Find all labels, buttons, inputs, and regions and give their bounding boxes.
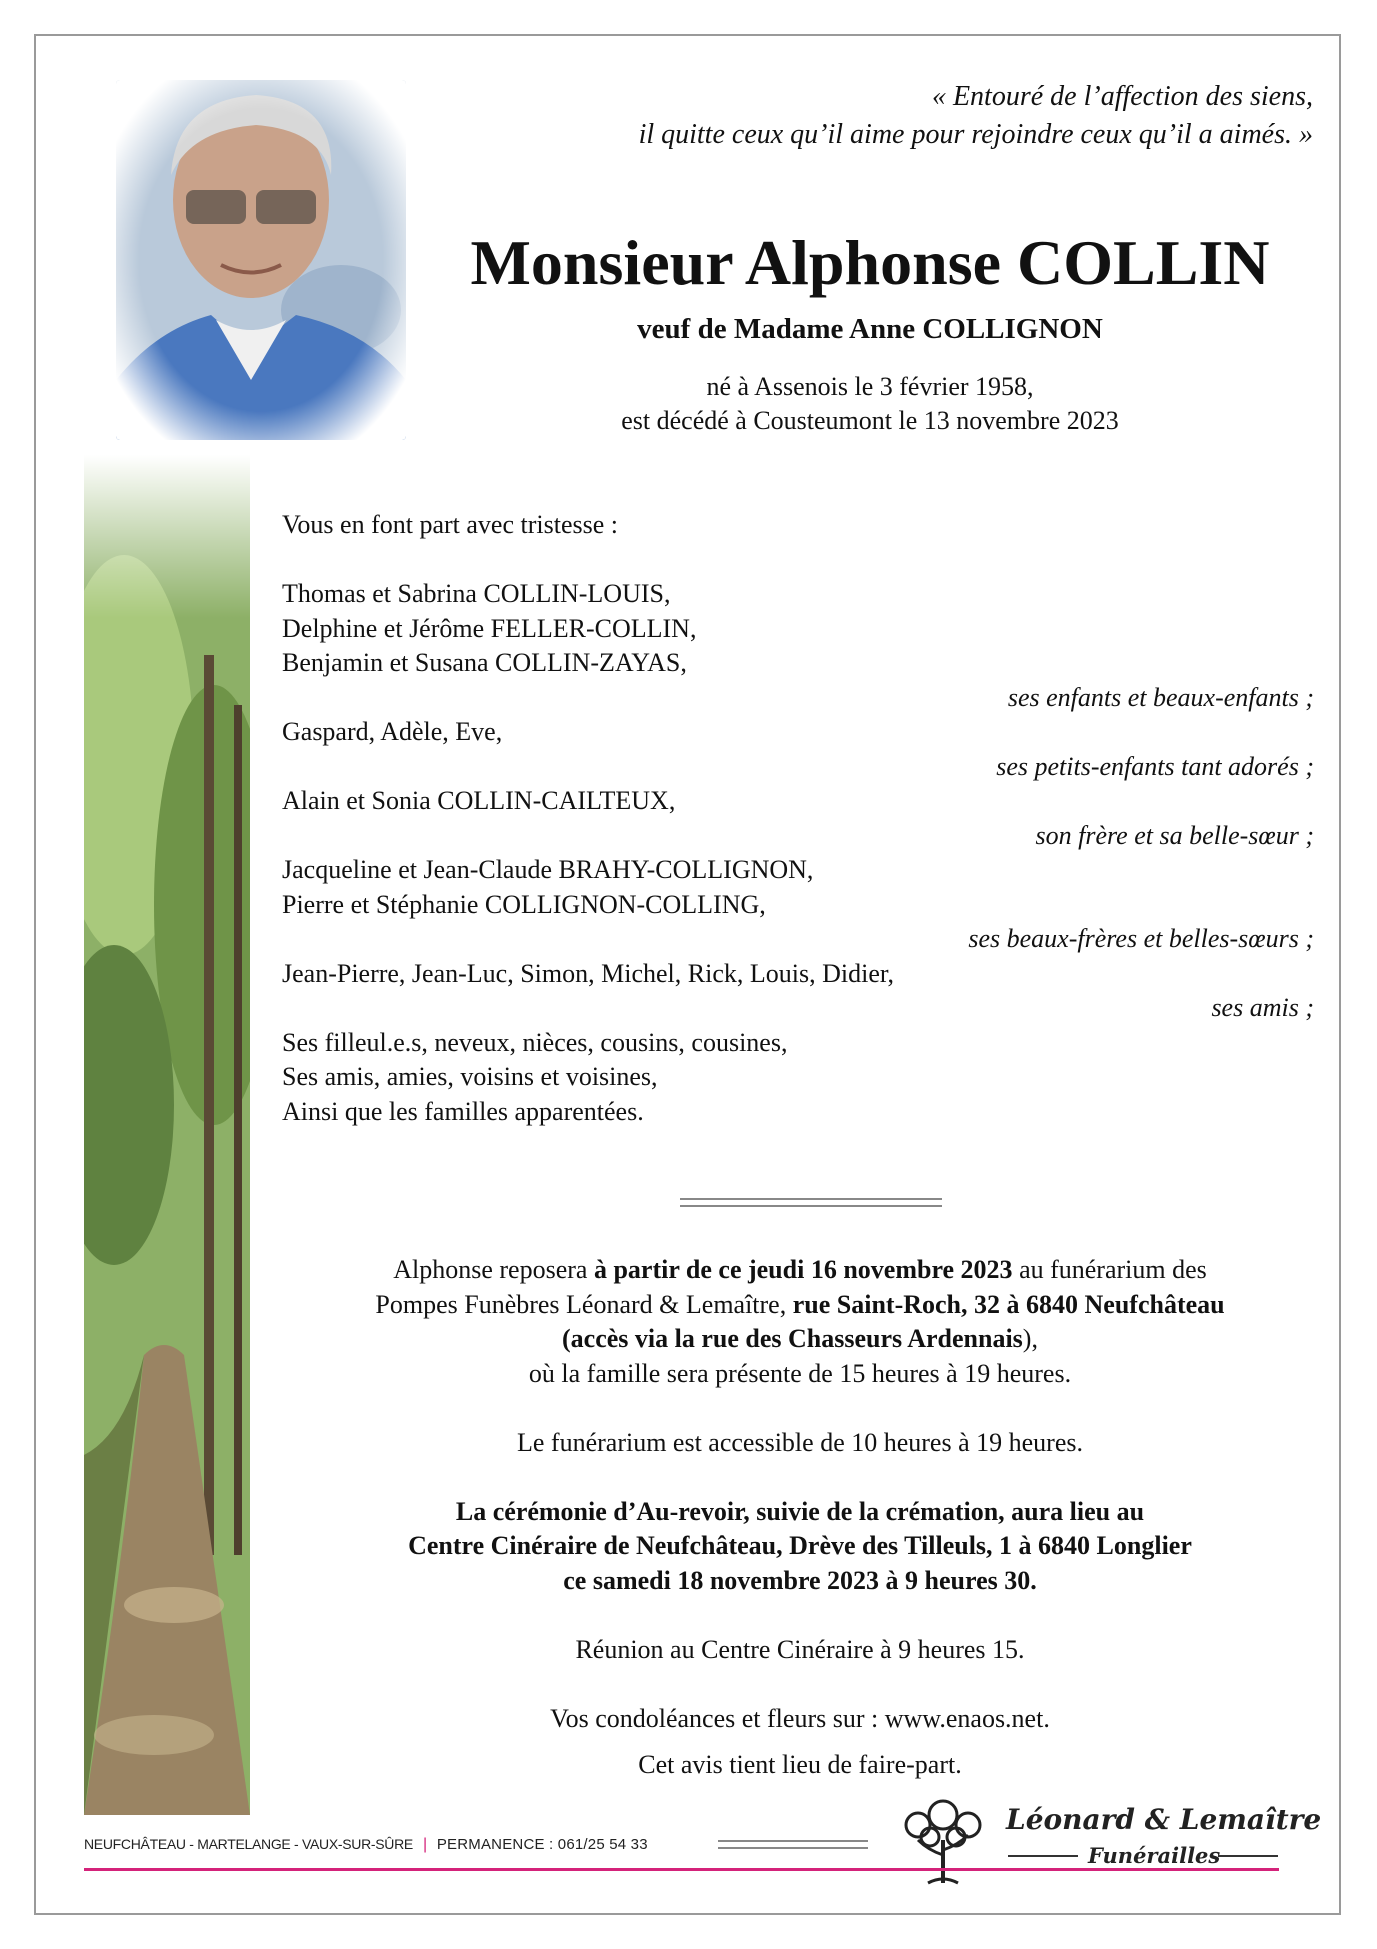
footer-accent-line [84,1868,1279,1871]
ceremony-paragraph: La cérémonie d’Au-revoir, suivie de la crémation, aura lieu au Centre Cinéraire de Neufchâteau, Drève des Tilleuls, 1 à 6840 Longlier ce samedi 18 novembre 2023 à 9 heures 30. [408,1496,1192,1595]
born-line: né à Assenois le 3 février 1958, [706,372,1034,401]
family-relation: ses beaux-frères et belles-sœurs ; [968,924,1314,953]
family-member: Jacqueline et Jean-Claude BRAHY-COLLIGNON, [282,855,814,884]
footer-separator: | [422,1836,427,1853]
separator-line [680,1205,942,1207]
footer-permanence: PERMANENCE : 061/25 54 33 [436,1836,648,1853]
funeral-info [300,1253,1300,1817]
forest-path-image [84,455,250,1815]
quote-line-2: il quitte ceux qu’il aime pour rejoindre ceux qu’il a aimés. » [638,119,1313,150]
family-relation: ses petits-enfants tant adorés ; [996,751,1314,781]
family-closing: Ainsi que les familles apparentées. [282,1096,644,1126]
condolences-line: Vos condoléances et fleurs sur : www.enaos.net. [550,1703,1050,1733]
visitation-paragraph: Alphonse reposera à partir de ce jeudi 16 novembre 2023 au funérarium des Pompes Funèbres Léonard & Lemaître, rue Saint-Roch, 32 à 6840 Neufchâteau (accès via la rue des Chasseurs Ardennais), où la famille sera présente de 15 heures à 19 heures. [375,1255,1225,1388]
family-member: Delphine et Jérôme FELLER-COLLIN, [282,613,697,643]
logo-rule [1218,1855,1278,1857]
reunion-line: Réunion au Centre Cinéraire à 9 heures 15. [575,1634,1025,1664]
family-member: Jean-Pierre, Jean-Luc, Simon, Michel, Rick, Louis, Didier, [282,958,894,988]
family-relation: ses enfants et beaux-enfants ; [1007,682,1314,712]
family-intro: Vous en font part avec tristesse : [282,510,618,539]
family-member: Benjamin et Susana COLLIN-ZAYAS, [282,648,687,677]
family-member: Pierre et Stéphanie COLLIGNON-COLLING, [282,889,766,919]
epitaph-quote [413,78,1313,154]
funeral-home-logo [888,1795,1322,1885]
tree-logo-icon [888,1795,998,1885]
family-relation: ses amis ; [1211,993,1314,1022]
deceased-name: Monsieur Alphonse COLLIN [470,227,1270,298]
logo-rule [1008,1855,1078,1857]
widow-of: veuf de Madame Anne COLLIGNON [637,313,1103,345]
family-member: Thomas et Sabrina COLLIN-LOUIS, [282,579,671,608]
quote-line-1: « Entouré de l’affection des siens, [931,81,1313,112]
funerarium-hours: Le funérarium est accessible de 10 heures à 19 heures. [517,1427,1083,1457]
birth-death-dates [420,370,1320,438]
footer-rule [718,1847,868,1849]
portrait-photo [116,80,406,440]
notice-line: Cet avis tient lieu de faire-part. [638,1750,962,1779]
footer-contact [84,1836,648,1854]
logo-title: Léonard & Lemaître [1006,1803,1322,1836]
family-member: Alain et Sonia COLLIN-CAILTEUX, [282,786,676,815]
family-closing: Ses amis, amies, voisins et voisines, [282,1062,658,1091]
logo-subtitle: Funérailles [1088,1843,1221,1868]
family-member: Gaspard, Adèle, Eve, [282,717,503,746]
family-closing: Ses filleul.e.s, neveux, nièces, cousins, cousines, [282,1027,788,1057]
family-announcement [282,508,1314,1129]
died-line: est décédé à Cousteumont le 13 novembre 2023 [621,406,1119,435]
family-relation: son frère et sa belle-sœur ; [1035,820,1314,850]
footer-rule [718,1840,868,1842]
footer-locations: NEUFCHÂTEAU - MARTELANGE - VAUX-SUR-SÛRE [84,1836,413,1852]
separator-line [680,1198,942,1200]
